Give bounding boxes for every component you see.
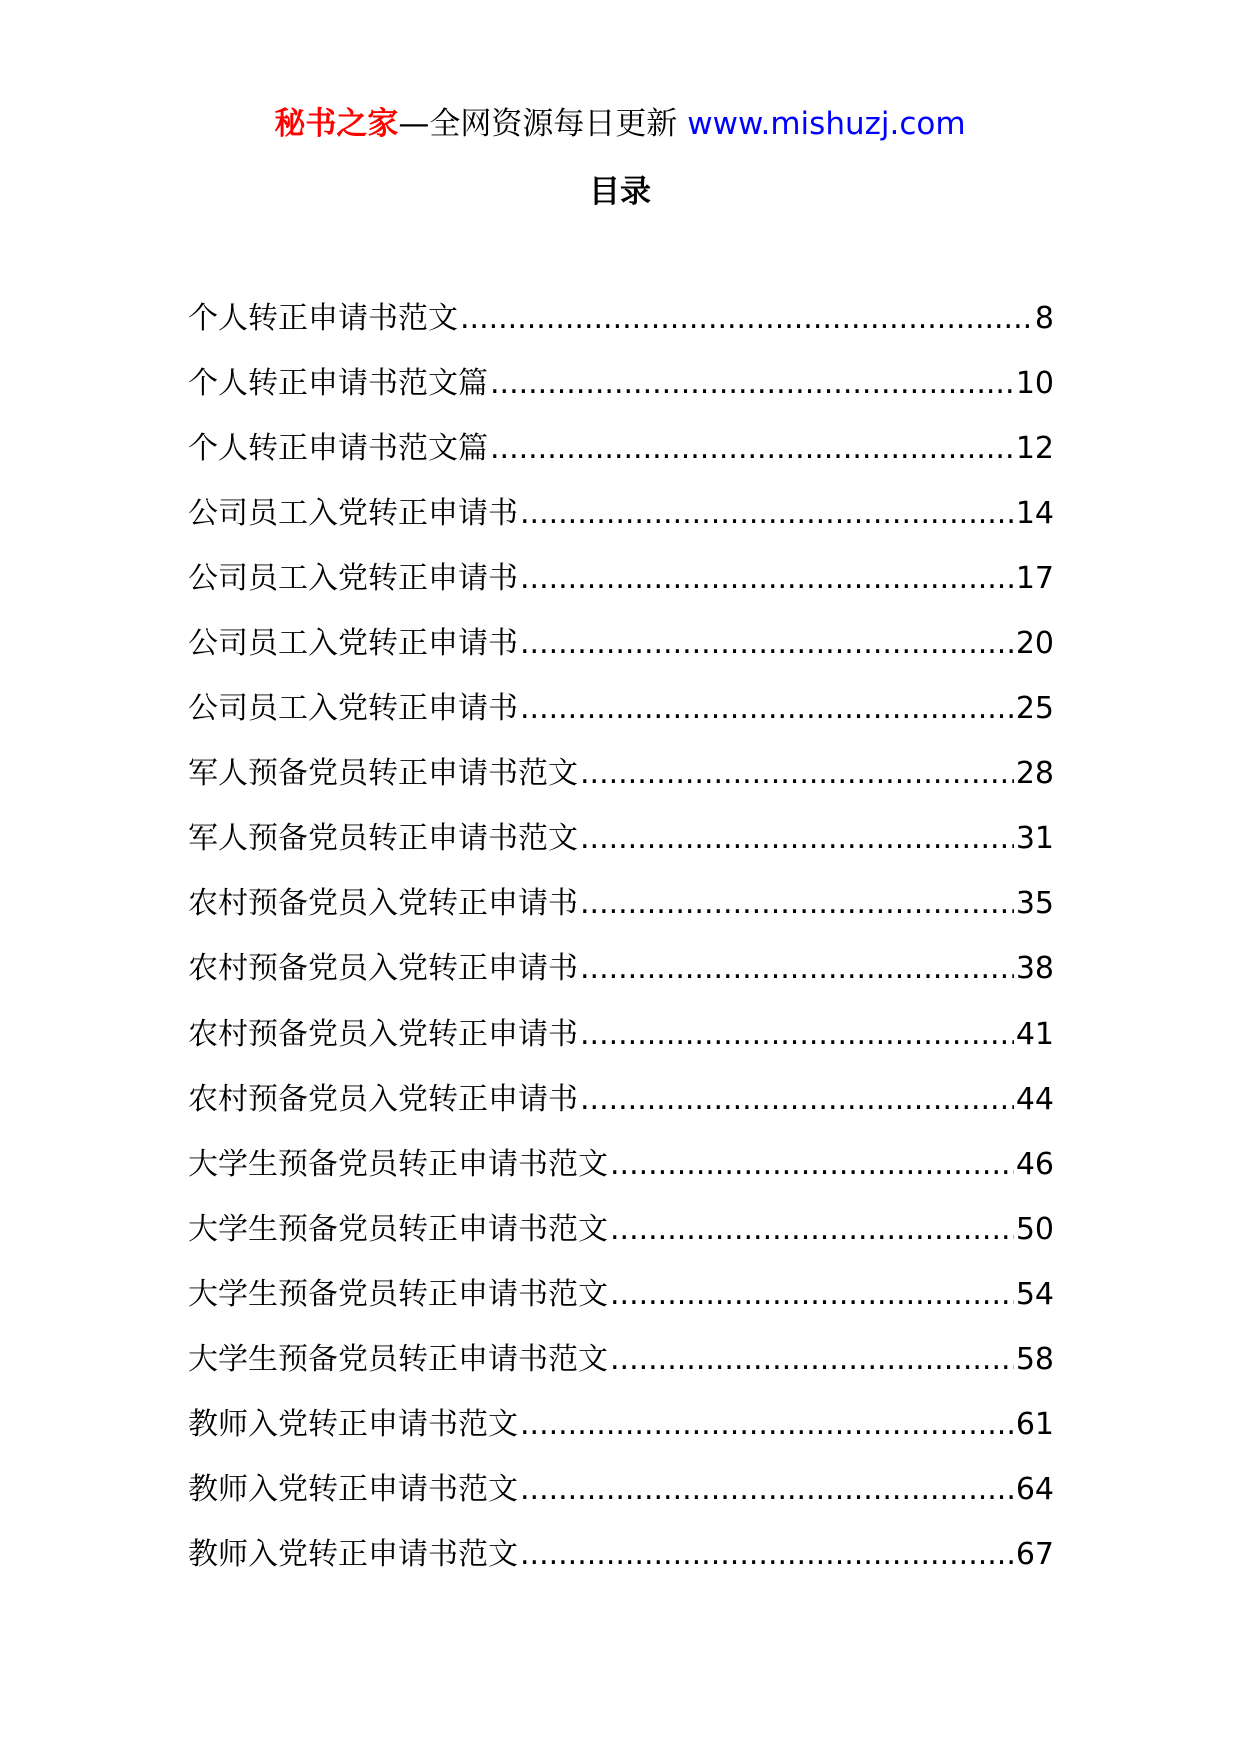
toc-leader	[580, 1011, 1014, 1059]
toc-entry[interactable]	[188, 1336, 1054, 1401]
toc-entry-page: 14	[1015, 496, 1054, 532]
toc-leader	[520, 555, 1014, 603]
toc-entry[interactable]	[188, 1206, 1054, 1271]
toc-entry-page: 8	[1034, 301, 1054, 336]
toc-entry-title: 大学生预备党员转正申请书范文	[188, 1341, 608, 1377]
toc-leader	[610, 1336, 1014, 1384]
toc-entry[interactable]	[188, 945, 1054, 1010]
toc-entry[interactable]	[188, 1076, 1054, 1141]
toc-leader	[580, 880, 1014, 928]
site-url-link[interactable]: www.mishuzj.com	[687, 106, 966, 142]
toc-entry[interactable]	[188, 1141, 1054, 1206]
toc-entry[interactable]	[188, 815, 1054, 880]
toc-leader	[460, 295, 1033, 343]
toc-entry[interactable]	[188, 750, 1054, 815]
toc-entry-page: 67	[1015, 1536, 1054, 1572]
toc-entry-page: 41	[1015, 1016, 1054, 1052]
toc-entry-page: 64	[1015, 1471, 1054, 1507]
toc-entry-page: 35	[1015, 886, 1054, 922]
toc-entry-title: 个人转正申请书范文	[188, 301, 458, 336]
toc-entry[interactable]	[188, 1271, 1054, 1336]
toc-list	[188, 295, 1054, 1596]
toc-entry-title: 个人转正申请书范文篇	[188, 431, 488, 467]
toc-title: 目录	[589, 174, 651, 210]
toc-entry-page: 58	[1015, 1341, 1054, 1377]
toc-entry-page: 31	[1015, 821, 1054, 857]
toc-entry-title: 公司员工入党转正申请书	[188, 691, 518, 727]
toc-leader	[580, 945, 1014, 993]
toc-entry[interactable]	[188, 555, 1054, 620]
toc-entry[interactable]	[188, 1401, 1054, 1466]
toc-entry[interactable]	[188, 1466, 1054, 1531]
toc-entry-page: 38	[1015, 951, 1054, 987]
toc-entry[interactable]	[188, 295, 1054, 360]
toc-entry[interactable]	[188, 425, 1054, 490]
toc-entry-page: 54	[1015, 1276, 1054, 1312]
toc-leader	[520, 1401, 1014, 1449]
toc-entry-title: 农村预备党员入党转正申请书	[188, 951, 578, 987]
toc-leader	[520, 1531, 1014, 1579]
toc-leader	[520, 620, 1014, 668]
toc-leader	[580, 815, 1014, 863]
toc-leader	[610, 1206, 1014, 1254]
toc-entry[interactable]	[188, 685, 1054, 750]
toc-entry-title: 教师入党转正申请书范文	[188, 1471, 518, 1507]
toc-leader	[520, 685, 1014, 733]
toc-entry-title: 农村预备党员入党转正申请书	[188, 1081, 578, 1117]
toc-leader	[610, 1271, 1014, 1319]
toc-entry-title: 大学生预备党员转正申请书范文	[188, 1146, 608, 1182]
toc-leader	[610, 1141, 1014, 1189]
toc-entry-title: 教师入党转正申请书范文	[188, 1536, 518, 1572]
toc-entry-title: 农村预备党员入党转正申请书	[188, 886, 578, 922]
toc-entry[interactable]	[188, 360, 1054, 425]
toc-leader	[580, 750, 1014, 798]
toc-leader	[490, 425, 1014, 473]
toc-entry-page: 10	[1015, 366, 1054, 402]
toc-entry-title: 公司员工入党转正申请书	[188, 626, 518, 662]
toc-entry-page: 12	[1015, 431, 1054, 467]
toc-leader	[580, 1076, 1014, 1124]
toc-entry-page: 46	[1015, 1146, 1054, 1182]
toc-entry-page: 20	[1015, 626, 1054, 662]
toc-entry[interactable]	[188, 1531, 1054, 1596]
toc-entry[interactable]	[188, 1011, 1054, 1076]
toc-entry-title: 大学生预备党员转正申请书范文	[188, 1211, 608, 1247]
toc-entry[interactable]	[188, 880, 1054, 945]
toc-entry-title: 军人预备党员转正申请书范文	[188, 756, 578, 792]
toc-entry-title: 教师入党转正申请书范文	[188, 1406, 518, 1442]
header-tagline: —全网资源每日更新	[398, 106, 688, 142]
toc-entry[interactable]	[188, 490, 1054, 555]
toc-entry-title: 大学生预备党员转正申请书范文	[188, 1276, 608, 1312]
toc-entry-title: 个人转正申请书范文篇	[188, 366, 488, 402]
toc-entry-page: 25	[1015, 691, 1054, 727]
toc-entry-page: 50	[1015, 1211, 1054, 1247]
toc-entry-page: 28	[1015, 756, 1054, 792]
toc-leader	[520, 1466, 1014, 1514]
toc-entry-page: 61	[1015, 1406, 1054, 1442]
toc-entry-title: 公司员工入党转正申请书	[188, 496, 518, 532]
toc-entry-page: 17	[1015, 561, 1054, 597]
toc-entry-title: 公司员工入党转正申请书	[188, 561, 518, 597]
toc-entry-title: 农村预备党员入党转正申请书	[188, 1016, 578, 1052]
toc-entry-page: 44	[1015, 1081, 1054, 1117]
toc-leader	[520, 490, 1014, 538]
toc-entry[interactable]	[188, 620, 1054, 685]
toc-entry-title: 军人预备党员转正申请书范文	[188, 821, 578, 857]
site-header	[0, 100, 1240, 148]
toc-leader	[490, 360, 1014, 408]
brand-name: 秘书之家	[274, 106, 399, 142]
